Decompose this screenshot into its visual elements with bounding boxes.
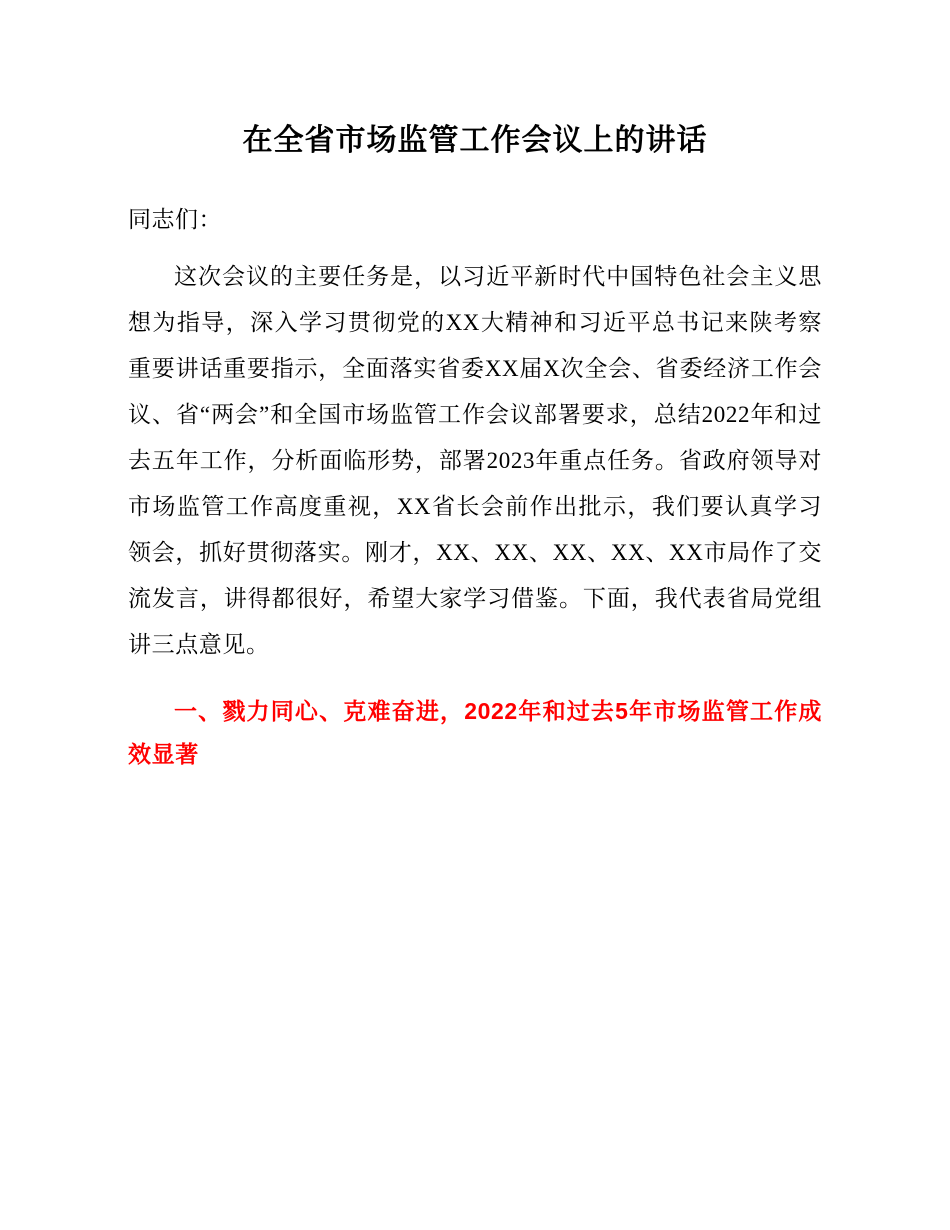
salutation: 同志们： <box>128 207 222 232</box>
section-heading-1: 一、戮力同心、克难奋进，2022年和过去5年市场监管工作成效显著 <box>128 698 822 767</box>
page-title: 在全省市场监管工作会议上的讲话 <box>242 124 708 157</box>
body-paragraph-1: 这次会议的主要任务是，以习近平新时代中国特色社会主义思想为指导，深入学习贯彻党的XX大精神和习近平总书记来陕考察重要讲话重要指示，全面落实省委XX届X次全会、省委经济工作会议、省“两会”和全国市场监管工作会议部署要求，总结2022年和过去五年工作，分析面临形势，部署2023年重点任务。省政府领导对市场监管工作高度重视，XX省长会前作出批示，我们要认真学习领会，抓好贯彻落实。刚才，XX、XX、XX、XX、XX市局作了交流发言，讲得都很好，希望大家学习借鉴。下面，我代表省局党组讲三点意见。 <box>128 264 822 658</box>
